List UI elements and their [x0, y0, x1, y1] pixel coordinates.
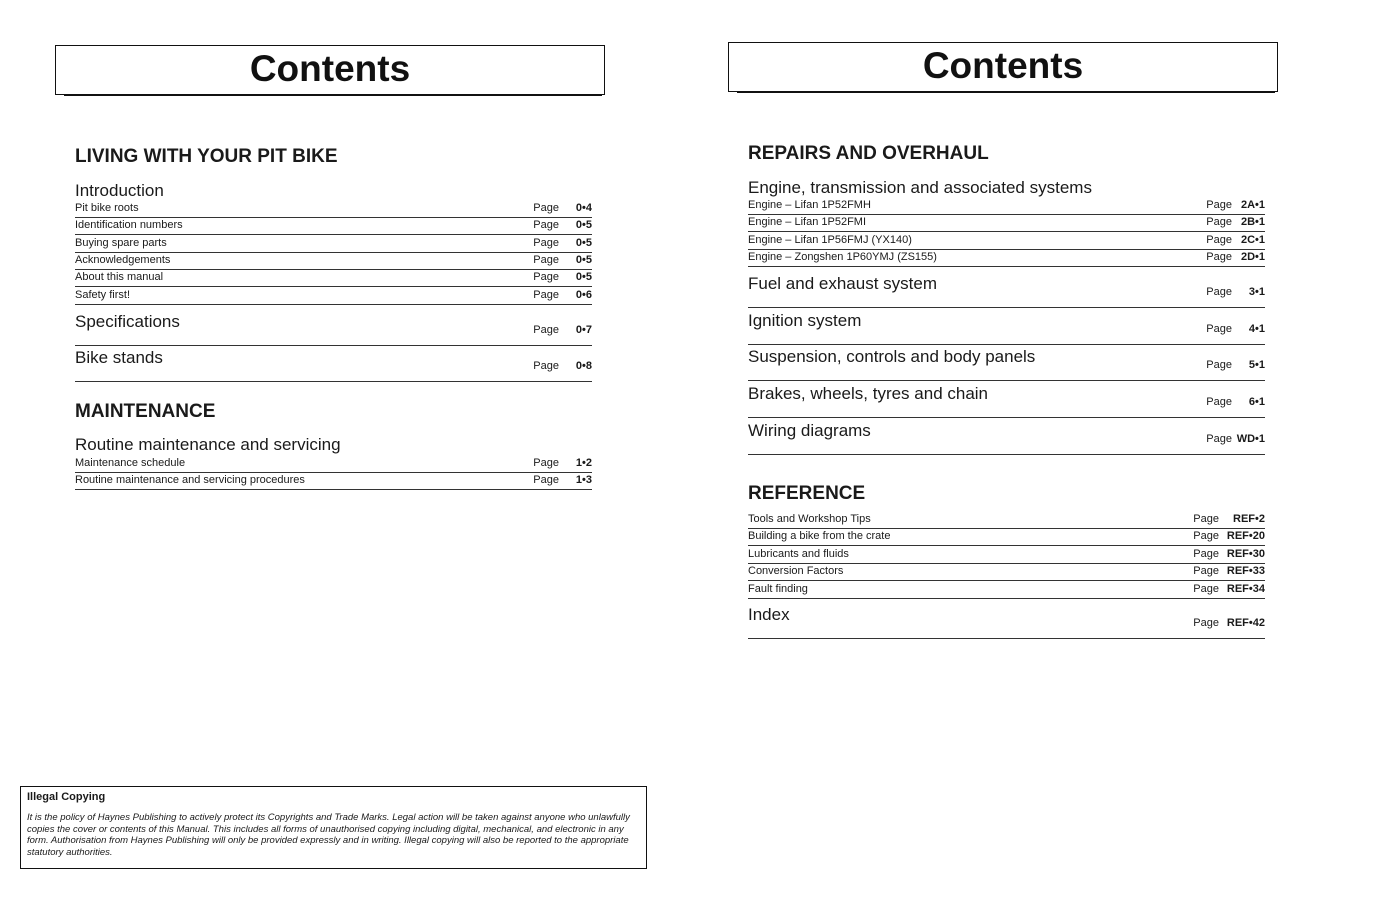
toc-chapter-fuel[interactable]	[748, 274, 1265, 308]
toc-label: Pit bike roots	[75, 202, 139, 214]
toc-row[interactable]	[75, 288, 592, 305]
page-word: Page	[533, 289, 559, 301]
chapter-label: Index	[748, 605, 790, 624]
toc-label: Routine maintenance and servicing procedures	[75, 474, 305, 486]
page-number: REF•2	[1233, 513, 1265, 525]
toc-label: Conversion Factors	[748, 565, 844, 577]
page-word: Page	[1193, 617, 1219, 629]
toc-chapter-suspension[interactable]	[748, 347, 1265, 381]
right-title-box	[728, 42, 1278, 92]
toc-chapter-specifications[interactable]	[75, 312, 592, 346]
chapter-label: Fuel and exhaust system	[748, 274, 937, 293]
page-word: Page	[1206, 216, 1232, 228]
page-number: 2B•1	[1240, 216, 1265, 228]
part-heading-reference: REFERENCE	[748, 483, 866, 504]
part-heading-repairs: REPAIRS AND OVERHAUL	[748, 143, 989, 164]
page-word: Page	[533, 457, 559, 469]
toc-label: Engine – Lifan 1P52FMH	[748, 199, 871, 211]
page-number: 1•2	[575, 457, 592, 469]
page-number: 0•4	[575, 202, 592, 214]
toc-row[interactable]	[748, 512, 1265, 529]
page-number: 4•1	[1248, 323, 1265, 335]
toc-label: Buying spare parts	[75, 237, 167, 249]
title-underline	[64, 95, 602, 96]
toc-row[interactable]	[748, 582, 1265, 599]
chapter-heading-introduction: Introduction	[75, 181, 164, 200]
page-word: Page	[1206, 251, 1232, 263]
page-number: 2C•1	[1240, 234, 1265, 246]
page-number: 2A•1	[1240, 199, 1265, 211]
toc-label: Engine – Lifan 1P56FMJ (YX140)	[748, 234, 912, 246]
page-number: REF•20	[1226, 530, 1265, 542]
page-word: Page	[1206, 396, 1232, 408]
toc-chapter-brakes[interactable]	[748, 384, 1265, 418]
toc-label: Engine – Lifan 1P52FMI	[748, 216, 867, 228]
page-number: WD•1	[1236, 433, 1265, 445]
page-word: Page	[1206, 199, 1232, 211]
chapter-label: Brakes, wheels, tyres and chain	[748, 384, 989, 403]
page-number: 6•1	[1248, 396, 1265, 408]
toc-label: Tools and Workshop Tips	[748, 513, 871, 525]
left-page-title: Contents	[249, 48, 411, 89]
page-word: Page	[533, 271, 559, 283]
chapter-heading-engine: Engine, transmission and associated systems	[748, 178, 1092, 197]
page-word: Page	[533, 202, 559, 214]
toc-row[interactable]	[75, 253, 592, 270]
page-number: REF•33	[1226, 565, 1265, 577]
toc-row[interactable]	[748, 215, 1265, 232]
toc-row[interactable]	[75, 201, 592, 218]
page-word: Page	[1193, 530, 1219, 542]
toc-row[interactable]	[748, 564, 1265, 581]
title-underline	[737, 92, 1275, 93]
right-page-title: Contents	[922, 45, 1084, 86]
toc-label: Safety first!	[75, 289, 131, 301]
page-word: Page	[1206, 359, 1232, 371]
chapter-label: Ignition system	[748, 311, 862, 330]
toc-chapter-wiring[interactable]	[748, 421, 1265, 455]
toc-label: Fault finding	[748, 583, 808, 595]
toc-row[interactable]	[748, 250, 1265, 267]
toc-label: Building a bike from the crate	[748, 530, 891, 542]
page-word: Page	[1193, 513, 1219, 525]
toc-row[interactable]	[748, 233, 1265, 250]
toc-row[interactable]	[75, 218, 592, 235]
page-number: REF•42	[1226, 617, 1265, 629]
left-title-box	[55, 45, 605, 95]
toc-chapter-index[interactable]	[748, 605, 1265, 639]
chapter-label: Specifications	[75, 312, 180, 331]
chapter-heading-routine: Routine maintenance and servicing	[75, 435, 341, 454]
toc-chapter-ignition[interactable]	[748, 311, 1265, 345]
page-word: Page	[1193, 583, 1219, 595]
page-number: REF•30	[1226, 548, 1265, 560]
page-number: 2D•1	[1240, 251, 1265, 263]
page-word: Page	[1206, 433, 1232, 445]
chapter-label: Wiring diagrams	[748, 421, 871, 440]
page-number: 1•3	[575, 474, 592, 486]
page-number: 0•7	[575, 324, 592, 336]
toc-label: About this manual	[75, 271, 164, 283]
toc-label: Engine – Zongshen 1P60YMJ (ZS155)	[748, 251, 937, 263]
page-number: 0•5	[575, 271, 592, 283]
toc-row[interactable]	[748, 529, 1265, 546]
page-word: Page	[1193, 548, 1219, 560]
notice-body: It is the policy of Haynes Publishing to actively protect its Copyrights and Trade Marks. Legal action will be taken against anyone who unlawfully copies the cover or contents of this Manual. This includes all forms of unauthorised copying including digital, mechanical, and electronic in any form. Authorisation from Haynes Publishing will only be provided expressly and in writing. Illegal copying will also be reported to the appropriate statutory authorities.	[27, 812, 630, 858]
page-number: 0•6	[575, 289, 592, 301]
toc-row[interactable]	[75, 236, 592, 253]
page-number: 0•5	[575, 254, 592, 266]
toc-label: Acknowledgements	[75, 254, 171, 266]
toc-chapter-bike-stands[interactable]	[75, 348, 592, 382]
illegal-copying-notice	[20, 786, 647, 869]
page-word: Page	[1206, 286, 1232, 298]
toc-label: Lubricants and fluids	[748, 548, 849, 560]
page-number: REF•34	[1226, 583, 1265, 595]
page-word: Page	[533, 254, 559, 266]
page-number: 0•8	[575, 360, 592, 372]
page-word: Page	[1193, 565, 1219, 577]
page-number: 0•5	[575, 237, 592, 249]
toc-row[interactable]	[75, 270, 592, 287]
chapter-label: Bike stands	[75, 348, 163, 367]
page-word: Page	[1206, 323, 1232, 335]
part-heading-maintenance: MAINTENANCE	[75, 401, 216, 422]
toc-label: Identification numbers	[75, 219, 183, 231]
toc-row[interactable]	[748, 198, 1265, 215]
page-word: Page	[533, 324, 559, 336]
toc-row[interactable]	[75, 473, 592, 490]
page-word: Page	[1206, 234, 1232, 246]
chapter-label: Suspension, controls and body panels	[748, 347, 1036, 366]
notice-heading: Illegal Copying	[27, 791, 106, 803]
page-word: Page	[533, 237, 559, 249]
page-word: Page	[533, 219, 559, 231]
toc-row[interactable]	[748, 547, 1265, 564]
page-word: Page	[533, 474, 559, 486]
page-number: 0•5	[575, 219, 592, 231]
part-heading-living: LIVING WITH YOUR PIT BIKE	[75, 146, 338, 167]
toc-row[interactable]	[75, 456, 592, 473]
page-word: Page	[533, 360, 559, 372]
page-number: 5•1	[1248, 359, 1265, 371]
toc-label: Maintenance schedule	[75, 457, 186, 469]
page-number: 3•1	[1248, 286, 1265, 298]
